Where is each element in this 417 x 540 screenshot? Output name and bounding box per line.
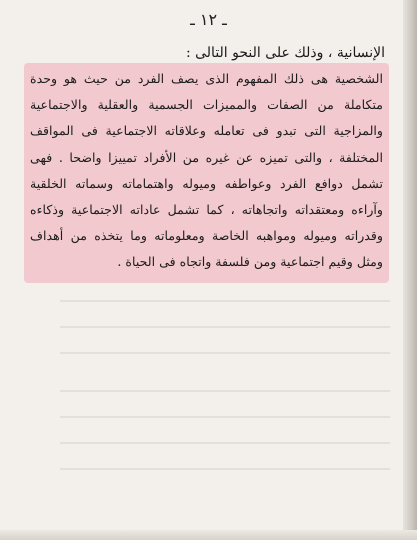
- bleed-through-line: [60, 326, 390, 328]
- intro-line: الإنسانية ، وذلك على النحو التالى :: [185, 45, 385, 61]
- bleed-through-line: [60, 442, 390, 444]
- page-edge-bottom: [0, 530, 417, 540]
- paragraph-text: الشخصية هى ذلك المفهوم الذى يصف الفرد من حيث هو وحدة متكاملة من الصفات والمميزات الجسمية والعقلية والاجتماعية والمزاجية التى تبدو فى تعامله وعلاقاته الاجتماعية فى المواقف المختلفة ، والتى تميزه عن غيره من الأفراد تمييزا واضحا . فهى تشمل دوافع الفرد وعواطفه وميوله واهتماماته وسماته الخلقية وآراءه ومعتقداته واتجاهاته ، كما تشمل عاداته الاجتماعية وذكاءه وقدراته وميوله ومواهبه الخاصة ومعلوماته وما يتخذه من أهداف ومثل وقيم اجتماعية ومن فلسفة واتجاه فى الحياة .: [30, 71, 383, 270]
- bleed-through-line: [60, 468, 390, 470]
- page-edge-right: [403, 0, 417, 540]
- page-number: ـ ١٢ ـ: [190, 10, 227, 29]
- bleed-through-line: [60, 352, 390, 354]
- bleed-through-line: [60, 390, 390, 392]
- bleed-through-line: [60, 416, 390, 418]
- highlighted-paragraph: [30, 66, 383, 276]
- bleed-through-line: [60, 300, 390, 302]
